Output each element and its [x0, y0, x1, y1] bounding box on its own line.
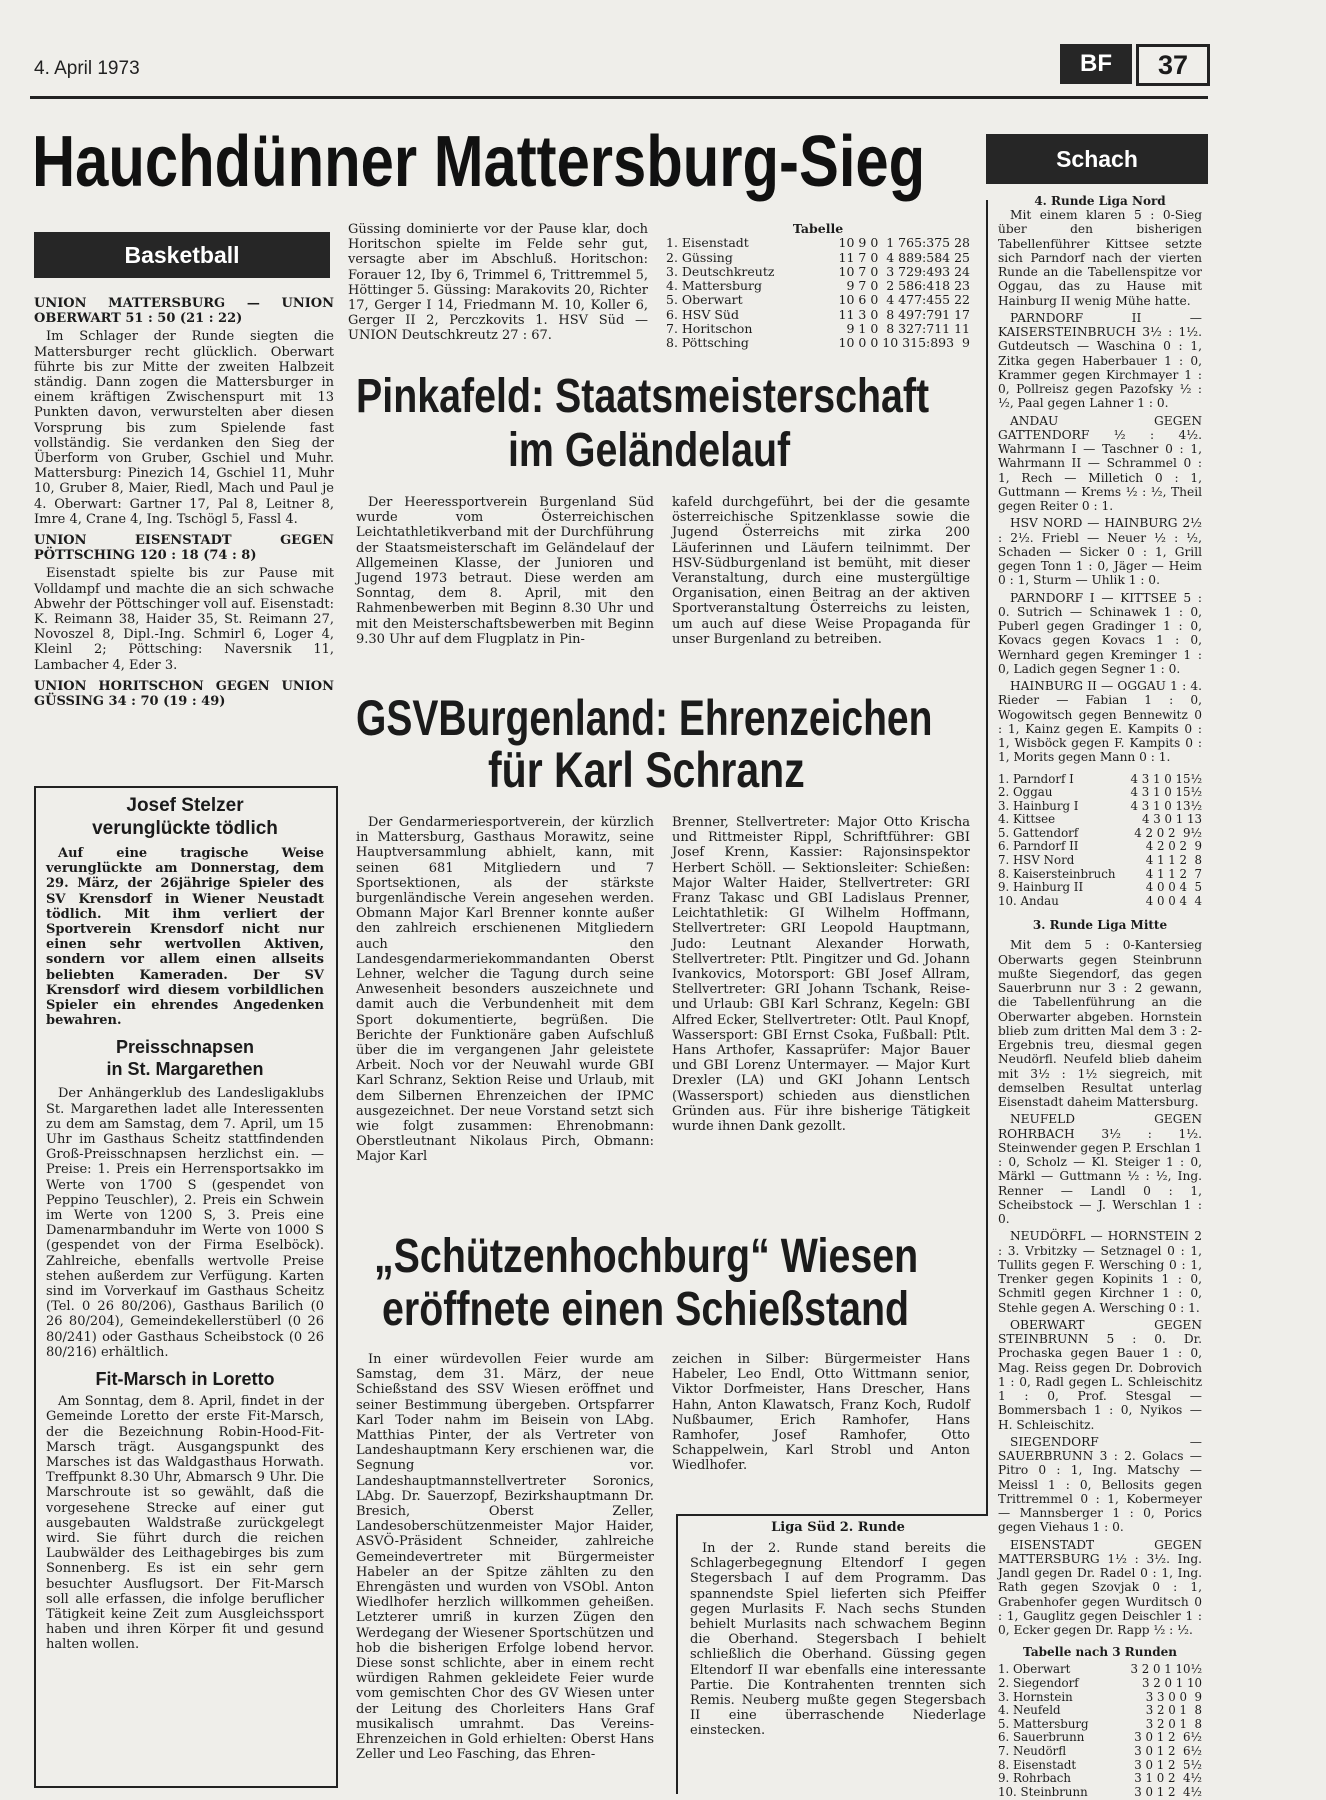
basketball-section-title: Basketball: [124, 241, 240, 268]
schach-games-6: NEUFELD GEGEN ROHRBACH 3½ : 1½. Steinwender gegen P. Erschlan 1 : 0, Scholz — Kl. Steiger 1 : 0, Märkl — Guttmann ½ : ½, Ing. Renner — Landl 0 : 1, Scheibstock — J. Werschlan 1 : 0.: [998, 1112, 1202, 1227]
basketball-table-team: 4. Mattersburg: [666, 278, 763, 294]
schach-games-4: PARNDORF I — KITTSEE 5 : 0. Sutrich — Schinawek 1 : 0, Puberl gegen Gradinger 1 : 0, Kovacs gegen Kovacs 1 : 0, Wernhard gegen Kreminger 1 : 0, Ladich gegen Segner 1 : 0.: [998, 590, 1202, 676]
schach-nord-table-row: [998, 868, 1202, 882]
schach-mitte-table-stats: 3 2 0 1 8: [1145, 1703, 1202, 1718]
basketball-section-bar: [34, 232, 330, 278]
preisschnapsen-title-2: in St. Margarethen: [106, 1059, 264, 1080]
wiesen-text-2: zeichen in Silber: Bürgermeister Hans Habeler, Leo Endl, Otto Wittmann senior, Viktor Dorfmeister, Hans Drescher, Hans Hahn, Anton Klawatsch, Franz Koch, Rudolf Nußbaumer, Erich Ramhofer, Hans Ramhofer, Josef Ramhofer, Otto Schappelwein, Karl Strobl und Anton Wiedlhofer.: [672, 1352, 970, 1474]
stelzer-text-block: [46, 846, 324, 1028]
basketball-game2-head: UNION EISENSTADT GEGEN PÖTTSCHING 120 : 18 (74 : 8): [34, 533, 334, 564]
schach-mitte-table-team: 3. Hornstein: [998, 1689, 1073, 1704]
schach-mitte-table-row: [998, 1691, 1202, 1705]
schach-mitte-table-team: 10. Steinbrunn: [998, 1784, 1088, 1799]
stelzer-content: [46, 794, 324, 1656]
schach-nord-table-team: 8. Kaisersteinbruch: [998, 866, 1116, 881]
schach-frame-step: [676, 1514, 988, 1516]
liga-sued-text-block: [690, 1541, 986, 1739]
stelzer-text: Auf eine tragische Weise verunglückte am Donnerstag, dem 29. März, der 26jährige Spieler des SV Krensdorf in Wiener Neustadt tödlich. Mit ihm verliert der Sportverein Krensdorf nicht nur einen sehr wertvollen Aktiven, sondern vor allem einen allseits beliebten Kameraden. Der SV Krensdorf wird diesem vorbildlichen Spieler ein ehrendes Angedenken bewahren.: [46, 846, 324, 1029]
schach-nord-table-row: [998, 895, 1202, 909]
schach-nord-table-stats: 4 1 1 2 8: [1145, 853, 1202, 868]
schach-games-7: NEUDÖRFL — HORNSTEIN 2 : 3. Vrbitzky — Setznagel 0 : 1, Tullits gegen F. Wersching 0 : 1, Trenker gegen Kopinits 1 : 0, Schmitl gegen Kirchner 1 : 0, Stehle gegen A. Wersching 0 : 1.: [998, 1229, 1202, 1315]
gsv-column-2: [672, 815, 970, 1137]
main-headline: Hauchdünner Mattersburg-Sieg: [32, 122, 926, 202]
schach-mitte-table-stats: 3 0 1 2 6½: [1134, 1730, 1202, 1745]
schach-mitte-title: 3. Runde Liga Mitte: [1032, 918, 1168, 933]
schach-mitte-table-stats: 3 0 1 2 4½: [1134, 1784, 1202, 1799]
basketball-game2-text: Eisenstadt spielte bis zur Pause mit Volldampf und machte die an sich schwache Abwehr der Pöttschinger voll auf. Eisenstadt: K. Reimann 38, Haider 35, St. Reimann 27, Novoszel 8, Dipl.-Ing. Schmirl 6, Loger 4, Kleinl 2; Pöttsching: Naversnik 11, Lambacher 4, Eder 3.: [34, 566, 334, 673]
schach-nord-table-team: 4. Kittsee: [998, 812, 1056, 827]
schach-mitte-block: [998, 938, 1202, 1637]
schach-nord-table-row: [998, 854, 1202, 868]
pinkafeld-text-1: Der Heeressportverein Burgenland Süd wurde vom Österreichischen Leichtathletikverband mit der Durchführung der Staatsmeisterschaft im Geländelauf der Allgemeinen Klasse, der Junioren und Jugend 1973 betraut. Diese werden am Sonntag, dem 8. April, mit den Rahmenbewerben mit Beginn 8.30 Uhr und mit den Meisterschaftsbewerben mit Beginn 9.30 Uhr auf dem Flugplatz in Pin-: [356, 495, 654, 647]
basketball-game1-text: Im Schlager der Runde siegten die Mattersburger recht glücklich. Oberwart führte bis zur Mitte der zweiten Halbzeit ständig. Dann zogen die Mattersburger in einem kräftigen Zwischenspurt mit 13 Punkten davon, verwurstelten aber diesen Vorsprung bis zum Spielende fast vollständig. Sie verdanken den Sieg der Überform von Gruber, Gschiel und Muhr. Mattersburg: Pinezich 14, Gschiel 11, Muhr 10, Gruber 8, Maier, Riedl, Mach und Paul je 4. Oberwart: Gartner 17, Pal 8, Leitner 8, Imre 4, Crane 4, Ing. Tschögl 5, Fassl 4.: [34, 329, 334, 527]
schach-mitte-table-stats: 3 1 0 2 4½: [1134, 1771, 1202, 1786]
page-date: 4. April 1973: [34, 58, 140, 79]
schach-mitte-table-stats: 3 2 0 1 10: [1141, 1676, 1202, 1691]
basketball-column-2: [348, 222, 648, 347]
pinkafeld-headline-1: Pinkafeld: Staatsmeisterschaft: [356, 370, 930, 423]
schach-mitte-table-team: 6. Sauerbrunn: [998, 1730, 1085, 1745]
wiesen-headline-2: eröffnete einen Schießstand: [382, 1283, 910, 1336]
basketball-table-stats: 10 9 0 1 765:375 28: [838, 235, 970, 251]
basketball-table-team: 5. Oberwart: [666, 292, 743, 308]
basketball-table-row: [666, 322, 970, 336]
fitmarsch-text-block: [46, 1394, 324, 1652]
schach-mitte-table-row: [998, 1718, 1202, 1732]
schach-mitte-table-row: [998, 1786, 1202, 1800]
gsv-headline-1: GSVBurgenland: Ehrenzeichen: [356, 690, 933, 746]
schach-games-9: SIEGENDORF — SAUERBRUNN 3 : 2. Golacs — Pitro 0 : 1, Ing. Matschy — Meissl 1 : 0, Bellosits gegen Trittremmel 0 : 1, Kobermeyer — Mannsberger 1 : 0, Porics gegen Viehaus 1 : 0.: [998, 1434, 1202, 1535]
basketball-table-row: [666, 279, 970, 293]
fitmarsch-title: Fit-Marsch in Loretto: [95, 1369, 275, 1390]
schach-nord-table-row: [998, 881, 1202, 895]
basketball-table-team: 3. Deutschkreutz: [666, 263, 775, 279]
preisschnapsen-text: Der Anhängerklub des Landesligaklubs St. Margarethen ladet alle Interessenten zu dem am Samstag, dem 7. April, um 15 Uhr im Gasthaus Scheitz stattfindenden Groß-Preisschnapsen herzlichst ein. — Preise: 1. Preis ein Herrensportsakko im Werte von 1700 S (gespendet von Peppino Teuschler), 2. Preis ein Schwein im Werte von 1200 S, 3. Preis eine Damenarmbanduhr im Werte von 1000 S (gespendet von der Firma Eselböck). Zahlreiche, ebenfalls wertvolle Preise stehen außerdem zur Verfügung. Karten sind im Vorverkauf im Gasthaus Scheitz (Tel. 0 26 80/206), Gasthaus Barilich (0 26 80/204), Gemeindekellerstüberl (0 26 80/241) oder Gasthaus Scheibstock (0 26 80/216) erhältlich.: [46, 1086, 324, 1360]
schach-nord-table-row: [998, 773, 1202, 787]
schach-nord-table-stats: 4 0 0 4 5: [1145, 880, 1202, 895]
basketball-table-row: [666, 251, 970, 265]
schach-nord-table-row: [998, 786, 1202, 800]
schach-mitte-table-row: [998, 1745, 1202, 1759]
schach-nord-table-stats: 4 3 1 0 15½: [1130, 771, 1202, 786]
schach-section-bar: [986, 134, 1208, 184]
schach-text-block: [998, 208, 1202, 765]
page-number-box: [1136, 44, 1210, 86]
basketball-table-stats: 10 6 0 4 477:455 22: [838, 292, 970, 308]
schach-games-5: HAINBURG II — OGGAU 1 : 4. Rieder — Fabian 1 : 0, Wogowitsch gegen Bennewitz 0 : 1, Kainz gegen E. Kampits 0 : 1, Wisböck gegen F. Kampits 0 : 1, Morits gegen Mann 0 : 1.: [998, 679, 1202, 765]
liga-sued-title: Liga Süd 2. Runde: [771, 1520, 905, 1535]
basketball-table-team: 6. HSV Süd: [666, 306, 739, 322]
schach-nord-table-stats: 4 1 1 2 7: [1145, 866, 1202, 881]
basketball-table-stats: 9 7 0 2 586:418 23: [846, 278, 970, 294]
schach-mitte-table-title: Tabelle nach 3 Runden: [1023, 1645, 1177, 1660]
page-number: 37: [1157, 49, 1189, 80]
schach-nord-table-team: 3. Hainburg I: [998, 798, 1079, 813]
wiesen-column-1: [356, 1352, 654, 1765]
wiesen-column-2: [672, 1352, 970, 1477]
schach-nord-table-stats: 4 3 1 0 13½: [1130, 798, 1202, 813]
preisschnapsen-title-1: Preisschnapsen: [115, 1037, 255, 1058]
schach-nord-table-team: 2. Oggau: [998, 785, 1053, 800]
basketball-table-team: 7. Horitschon: [666, 321, 753, 337]
schach-mitte-table-row: [998, 1663, 1202, 1677]
header-rule: [30, 96, 1208, 99]
basketball-table-row: [666, 308, 970, 322]
gsv-text-2: Brenner, Stellvertreter: Major Otto Krischa und Rittmeister Rippl, Schriftführer: GBI Josef Krenn, Kassier: Rajonsinspektor Herbert Schöll. — Sektionsleiter: Schießen: Major Walter Haider, Stellvertreter: GRI Franz Takasc und GBI Ladislaus Prenner, Leichtathletik: GI Wilhelm Hoffmann, Stellvertreter: GRI Leopold Hauptmann, Judo: Leutnant Alexander Horwath, Stellvertreter: Ptlt. Pingitzer und Gd. Johann Ivankovics, Motorsport: GBI Josef Allram, Stellvertreter: GRI Johann Tschank, Reise- und Urlaub: GBI Karl Schranz, Kegeln: GBI Alfred Ecker, Stellvertreter: Otlt. Paul Knopf, Wassersport: GBI Ernst Csoka, Fußball: Ptlt. Hans Arthofer, Kassaprüfer: Major Bauer und GBI Lorenz Untermayer. — Major Kurt Drexler (LA) und GKI Johann Lentsch (Wassersport) schieden aus dienstlichen Gründen aus. Für ihre bisherige Tätigkeit wurde ihnen Dank gezollt.: [672, 815, 970, 1135]
wiesen-text-1: In einer würdevollen Feier wurde am Samstag, dem 31. März, der neue Schießstand des SSV Wiesen eröffnet und seiner Bestimmung übergeben. Ortspfarrer Karl Toder nahm im Beisein von LAbg. Matthias Pinter, der als Vertreter von Landeshauptmann Kery erschienen war, die Segnung vor. Landeshauptmannstellvertreter Soronics, LAbg. Dr. Sauerzopf, Bezirkshauptmann Dr. Bresich, Oberst Zeller, Landesoberschützenmeister Major Haider, ASVÖ-Präsident Schneider, zahlreiche Gemeindevertreter mit Bürgermeister Habeler an der Spitze zählten zu den Ehrengästen und wurden von VSObl. Anton Wiedlhofer herzlich willkommen geheißen. Letzterer umriß in kurzen Zügen den Werdegang der Wiesener Sportschützen und hob die bisherigen Erfolge lobend hervor. Diese sonst schlichte, aber in einem recht würdigen Rahmen gekleidete Feier wurde vom gemischten Chor des GV Wiesen unter der Leitung des Chorleiters Hans Graf musikalisch umrahmt. Das Vereins-Ehrenzeichen in Gold erhielten: Oberst Hans Zeller und Leo Fasching, das Ehren-: [356, 1352, 654, 1763]
pinkafeld-column-2: [672, 495, 970, 650]
basketball-game3-text: Güssing dominierte vor der Pause klar, doch Horitschon spielte im Felde sehr gut, versagte aber im Abschluß. Horitschon: Forauer 12, Iby 6, Trimmel 6, Trittremmel 5, Höttinger 5. Güssing: Marakovits 20, Richter 17, Gerger I 14, Friedmann M. 10, Koller 6, Gerger II 2, Perczkovits 1. HSV Süd — UNION Deutschkreutz 27 : 67.: [348, 222, 648, 344]
liga-sued-block: [690, 1520, 986, 1742]
basketball-table-stats: 11 7 0 4 889:584 25: [838, 249, 970, 265]
schach-nord-table: [998, 773, 1202, 909]
schach-mitte-table-row: [998, 1677, 1202, 1691]
schach-nord-table-row: [998, 800, 1202, 814]
wiesen-headline-1: „Schützenhochburg“ Wiesen: [374, 1230, 919, 1283]
schach-mitte-table-stats: 3 2 0 1 8: [1145, 1716, 1202, 1731]
schach-nord-text: Mit einem klaren 5 : 0-Sieg über den bisherigen Tabellenführer Kittsee setzte sich Parndorf nach der vierten Runde an die Tabellenspitze vor Oggau, das zu Hause mit Hainburg II wenig Mühe hatte.: [998, 208, 1202, 308]
basketball-table: [666, 222, 970, 351]
schach-mitte-table-team: 2. Siegendorf: [998, 1676, 1079, 1691]
schach-mitte-table-stats: 3 0 1 2 6½: [1134, 1744, 1202, 1758]
schach-mitte-table-row: [998, 1759, 1202, 1773]
schach-mitte-table-team: 4. Neufeld: [998, 1703, 1061, 1718]
basketball-table-team: 2. Güssing: [666, 249, 733, 265]
basketball-column-1: [34, 296, 334, 712]
schach-games-3: HSV NORD — HAINBURG 2½ : 2½. Friebl — Neuer ½ : ½, Schaden — Sicker 0 : 1, Grill gegen Tonn 1 : 0, Jäger — Heim 0 : 1, Sturm — Uhlik 1 : 0.: [998, 516, 1202, 588]
gsv-headline-2: für Karl Schranz: [488, 742, 805, 798]
schach-mitte-table-row: [998, 1731, 1202, 1745]
schach-games-10: EISENSTADT GEGEN MATTERSBURG 1½ : 3½. Ing. Jandl gegen Dr. Radel 0 : 1, Ing. Rath gegen Szovjak 0 : 1, Grabenhofer gegen Wurditsch 0 : 1, Gauglitz gegen Deischler 1 : 0, Ecker gegen Dr. Rapp ½ : ½.: [998, 1537, 1202, 1638]
schach-mitte-table-team: 9. Rohrbach: [998, 1771, 1072, 1786]
pinkafeld-headline-2: im Geländelauf: [508, 424, 791, 477]
fitmarsch-text: Am Sonntag, dem 8. April, findet in der Gemeinde Loretto der erste Fit-Marsch, der die Bezeichnung Robin-Hood-Fit-Marsch trägt. Ausgangspunkt des Marsches ist das Waldgasthaus Horwath. Treffpunkt 8.30 Uhr, Abmarsch 9 Uhr. Die Marschroute ist so gewählt, daß die vorgesehene Strecke auf einer gut ausgebauten Waldstraße zurückgelegt wird. Sie führt durch die reichen Laubwälder des Leithagebirges bis zum Sonnenberg. Es ist ein sehr gern besuchter Ausflugsort. Der Fit-Marsch soll alle erfassen, die infolge beruflicher Tätigkeit keine Zeit zum Ausgleichssport haben und ihren Körper fit und gesund halten wollen.: [46, 1394, 324, 1653]
basketball-table-stats: 10 0 0 10 315:893 9: [838, 335, 970, 351]
schach-nord-table-team: 7. HSV Nord: [998, 853, 1075, 868]
schach-nord-table-team: 10. Andau: [998, 893, 1059, 908]
preisschnapsen-text-block: [46, 1086, 324, 1360]
basketball-table-stats: 10 7 0 3 729:493 24: [838, 263, 970, 279]
schach-nord-table-team: 9. Hainburg II: [998, 880, 1084, 895]
pinkafeld-text-2: kafeld durchgeführt, bei der die gesamte österreichische Spitzenklasse sowie die Jugend Österreichs mit zirka 200 Läuferinnen und Läufern teilnimmt. Der HSV-Südburgenland ist bemüht, mit dieser Veranstaltung, durch eine mustergültige Organisation, einen Beitrag an der aktiven Sportveranstaltung Österreichs zu leisten, um auch auf diese Weise Propaganda für unser Burgenland zu betreiben.: [672, 495, 970, 647]
schach-games-1: PARNDORF II — KAISERSTEINBRUCH 3½ : 1½. Gutdeutsch — Waschina 0 : 1, Zitka gegen Haberbauer 1 : 0, Krammer gegen Kirchmayer 1 : 0, Pollreisz gegen Pazofsky ½ : ½, Paal gegen Lahner 1 : 0.: [998, 310, 1202, 411]
schach-frame-left-lower: [676, 1514, 678, 1794]
basketball-table-stats: 11 3 0 8 497:791 17: [838, 306, 970, 322]
schach-mitte-table-stats: 3 2 0 1 10½: [1130, 1662, 1202, 1677]
schach-mitte-table-team: 5. Mattersburg: [998, 1716, 1089, 1731]
paper-label: [1060, 44, 1132, 84]
schach-nord-table-team: 5. Gattendorf: [998, 825, 1079, 840]
schach-mitte-table-row: [998, 1772, 1202, 1786]
schach-nord-title: 4. Runde Liga Nord: [1034, 194, 1166, 208]
schach-nord-table-stats: 4 3 0 1 13: [1141, 812, 1202, 827]
gsv-column-1: [356, 815, 654, 1168]
basketball-table-stats: 9 1 0 8 327:711 11: [846, 321, 970, 337]
schach-nord-table-team: 6. Parndorf II: [998, 839, 1079, 854]
basketball-table-team: 1. Eisenstadt: [666, 235, 749, 251]
schach-nord-table-team: 1. Parndorf I: [998, 771, 1074, 786]
basketball-game3-head: UNION HORITSCHON GEGEN UNION GÜSSING 34 : 70 (19 : 49): [34, 678, 334, 710]
schach-games-2: ANDAU GEGEN GATTENDORF ½ : 4½. Wahrmann I — Taschner 0 : 1, Wahrmann II — Schrammel 0 : 1, Rech — Milletich 0 : 1, Guttmann — Krems ½ : ½, Theil gegen Reiter 0 : 1.: [998, 413, 1202, 513]
gsv-text-1: Der Gendarmeriesportverein, der kürzlich in Mattersburg, Gasthaus Morawitz, seine Hauptversammlung abhielt, kann, mit seinen 681 Mitgliedern und 7 Sportsektionen, als der stärkste burgenländische Verein angesehen werden. Obmann Major Karl Brenner konnte außer den zahlreich erschienenen Mitgliedern auch den Landesgendarmeriekommandanten Oberst Lehner, welcher die Tagung durch seine Anwesenheit besonders auszeichnete und damit auch die Verbundenheit mit dem Sport dokumentierte, begrüßen. Die Berichte der Funktionäre gaben Aufschluß über die im vergangenen Jahr geleistete Arbeit. Noch vor der Neuwahl wurde GBI Karl Schranz, Sektion Reise und Urlaub, mit dem Silbernen Ehrenzeichen der IPMC ausgezeichnet. Der neue Vorstand setzt sich wie folgt zusammen: Ehrenobmann: Oberstleutnant Nikolaus Pirch, Obmann: Major Karl: [356, 815, 654, 1165]
schach-nord-table-stats: 4 0 0 4 4: [1145, 893, 1202, 908]
basketball-table-row: [666, 293, 970, 307]
basketball-table-title: Tabelle: [792, 221, 844, 236]
pinkafeld-column-1: [356, 495, 654, 650]
stelzer-title-2: verunglückte tödlich: [92, 818, 278, 839]
schach-games-8: OBERWART GEGEN STEINBRUNN 5 : 0. Dr. Prochaska gegen Bauer 1 : 0, Mag. Reiss gegen Dr. Dobrovich 1 : 0, Radl gegen L. Schleischitz 1 : 0, Prof. Stesgal — Bommersbach 1 : 0, Nyikos — H. Schleischitz.: [998, 1317, 1202, 1432]
schach-nord-table-row: [998, 840, 1202, 854]
schach-nord-table-stats: 4 3 1 0 15½: [1130, 785, 1202, 800]
basketball-table-row: [666, 336, 970, 350]
paper-name: BF: [1080, 50, 1112, 77]
schach-nord-table-row: [998, 813, 1202, 827]
schach-section-title: Schach: [1056, 145, 1138, 172]
basketball-table-team: 8. Pöttsching: [666, 335, 749, 351]
schach-nord-table-row: [998, 827, 1202, 841]
schach-mitte-table-team: 8. Eisenstadt: [998, 1757, 1077, 1772]
schach-frame-left: [986, 200, 988, 1516]
schach-mitte-table-team: 7. Neudörfl: [998, 1744, 1067, 1758]
basketball-table-row: [666, 236, 970, 250]
schach-mitte-text: Mit dem 5 : 0-Kantersieg Oberwarts gegen Steinbrunn mußte Siegendorf, das gegen Sauerbrunn nur 3 : 2 gewann, die Tabellenführung an die Oberwarter abgeben. Hornstein blieb zum dritten Mal dem 3 : 2-Ergebnis treu, diesmal gegen Neudörfl. Neufeld blieb daheim mit 3½ : 1½ siegreich, mit demselben Resultat unterlag Eisenstadt daheim Mattersburg.: [998, 938, 1202, 1110]
schach-mitte-table-row: [998, 1704, 1202, 1718]
basketball-game1-head: UNION MATTERSBURG — UNION OBERWART 51 : 50 (21 : 22): [34, 296, 334, 327]
stelzer-title-1: Josef Stelzer: [126, 795, 244, 816]
schach-content: [998, 194, 1202, 1799]
basketball-table-row: [666, 265, 970, 279]
schach-mitte-table-stats: 3 3 0 0 9: [1145, 1689, 1202, 1704]
liga-sued-text: In der 2. Runde stand bereits die Schlagerbegegnung Eltendorf I gegen Stegersbach I auf dem Programm. Das spannendste Spiel lieferten sich Pfeiffer gegen Murlasits F. Nach sechs Stunden behielt Murlasits nach schwachem Beginn die Oberhand. Stegersbach I behielt schließlich die Oberhand. Güssing gegen Eltendorf II war ebenfalls eine interessante Partie. Die Kontrahenten trennten sich Remis. Neuberg mußte gegen Stegersbach II eine überraschende Niederlage einstecken.: [690, 1541, 986, 1739]
schach-mitte-table-team: 1. Oberwart: [998, 1662, 1071, 1677]
schach-mitte-table-stats: 3 0 1 2 5½: [1134, 1757, 1202, 1772]
schach-nord-table-stats: 4 2 0 2 9: [1145, 839, 1202, 854]
schach-mitte-table: [998, 1663, 1202, 1799]
schach-nord-table-stats: 4 2 0 2 9½: [1134, 825, 1202, 840]
